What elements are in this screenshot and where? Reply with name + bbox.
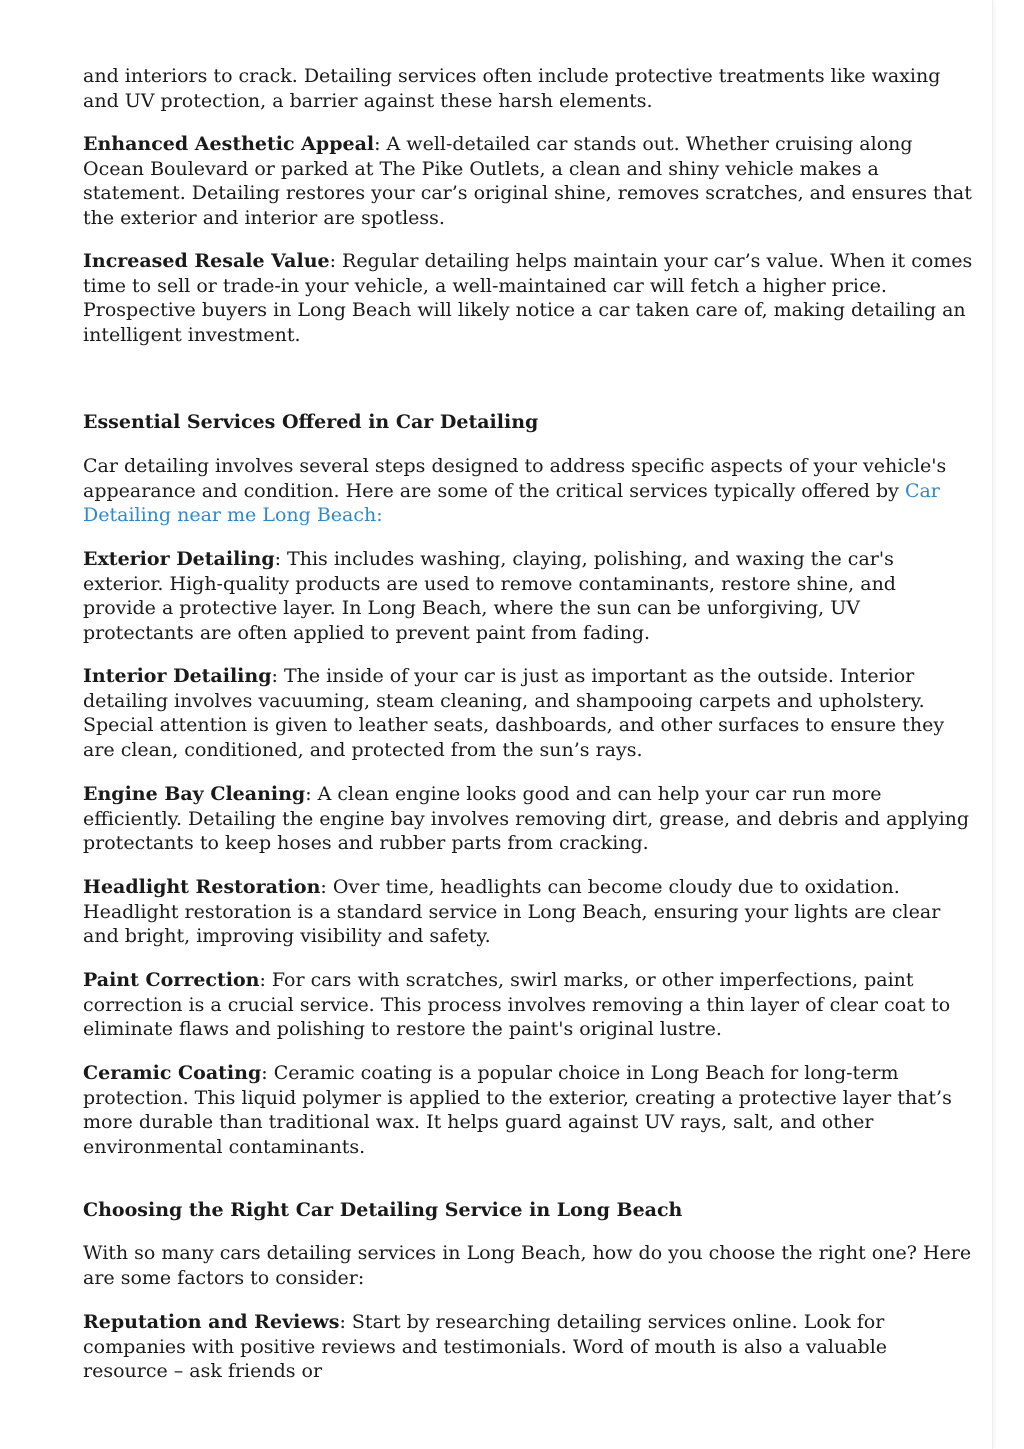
service-text: : The inside of your car is just as important as the outside. Interior detailing involves vacuuming, steam cleaning, and shampooing carpets and upholstery. Special attention is given to leather seats, dashboards, and other surfaces to ensure they are clean, conditioned, and protected from the sun’s rays. — [83, 665, 945, 761]
service-text: : This includes washing, claying, polishing, and waxing the car's exterior. High-quality products are used to remove contaminants, restore shine, and provide a protective layer. In Long Beach, where the sun can be unforgiving, UV protectants are often applied to prevent paint from fading. — [83, 548, 896, 644]
top-cutoff-paragraph: and interiors to crack. Detailing services often include protective treatments like waxing and UV protection, a barrier against these harsh elements. — [83, 65, 941, 112]
service-title: Headlight Restoration — [83, 876, 321, 898]
service-interior-paragraph — [83, 664, 973, 762]
section-heading-services: Essential Services Offered in Car Detailing — [83, 411, 539, 433]
service-ceramic-paragraph — [83, 1061, 973, 1159]
car-detailing-link[interactable]: Car Detailing near me Long Beach: — [83, 479, 940, 526]
benefit-text: : Regular detailing helps maintain your car’s value. When it comes time to sell or trade-in your vehicle, a well-maintained car will fetch a higher price. Prospective buyers in Long Beach will likely notice a car taken care of, making detailing an intelligent investment. — [83, 250, 973, 346]
service-text: : A clean engine looks good and can help your car run more efficiently. Detailing the engine bay involves removing dirt, grease, and debris and applying protectants to keep hoses and rubber parts from cracking. — [83, 783, 970, 854]
benefit-title: Increased Resale Value — [83, 250, 330, 272]
section-heading-choosing: Choosing the Right Car Detailing Service in Long Beach — [83, 1199, 683, 1221]
benefit-resale-paragraph — [83, 249, 973, 347]
service-exterior-paragraph — [83, 547, 973, 645]
service-title: Engine Bay Cleaning — [83, 783, 306, 805]
choosing-reputation-paragraph — [83, 1310, 973, 1384]
benefit-aesthetic-paragraph — [83, 132, 973, 230]
choosing-title: Reputation and Reviews — [83, 1311, 340, 1333]
choosing-intro-paragraph: With so many cars detailing services in Long Beach, how do you choose the right one? Here are some factors to consider: — [83, 1242, 972, 1289]
service-text: : Over time, headlights can become cloudy due to oxidation. Headlight restoration is a standard service in Long Beach, ensuring your lights are clear and bright, improving visibility and safety. — [83, 876, 941, 947]
service-text: : Ceramic coating is a popular choice in Long Beach for long-term protection. This liquid polymer is applied to the exterior, creating a protective layer that’s more durable than traditional wax. It helps guard against UV rays, salt, and other environmental contaminants. — [83, 1062, 952, 1158]
service-headlight-paragraph — [83, 875, 973, 949]
service-title: Ceramic Coating — [83, 1062, 262, 1084]
service-engine-paragraph — [83, 782, 973, 856]
service-title: Paint Correction — [83, 969, 260, 991]
service-title: Exterior Detailing — [83, 548, 275, 570]
services-intro-paragraph — [83, 454, 973, 528]
service-title: Interior Detailing — [83, 665, 272, 687]
choosing-text: : Start by researching detailing services online. Look for companies with positive reviews and testimonials. Word of mouth is also a valuable resource – ask friends or — [83, 1311, 888, 1382]
service-paint-paragraph — [83, 968, 973, 1042]
service-text: : For cars with scratches, swirl marks, or other imperfections, paint correction is a crucial service. This process involves removing a thin layer of clear coat to eliminate flaws and polishing to restore the paint's original lustre. — [83, 969, 951, 1040]
benefit-title: Enhanced Aesthetic Appeal — [83, 133, 375, 155]
services-intro-text: Car detailing involves several steps designed to address specific aspects of your vehicle's appearance and condition. Here are some of the critical services typically offered by — [83, 455, 947, 502]
benefit-text: : A well-detailed car stands out. Whether cruising along Ocean Boulevard or parked at The Pike Outlets, a clean and shiny vehicle makes a statement. Detailing restores your car’s original shine, removes scratches, and ensures that the exterior and interior are spotless. — [83, 133, 972, 229]
